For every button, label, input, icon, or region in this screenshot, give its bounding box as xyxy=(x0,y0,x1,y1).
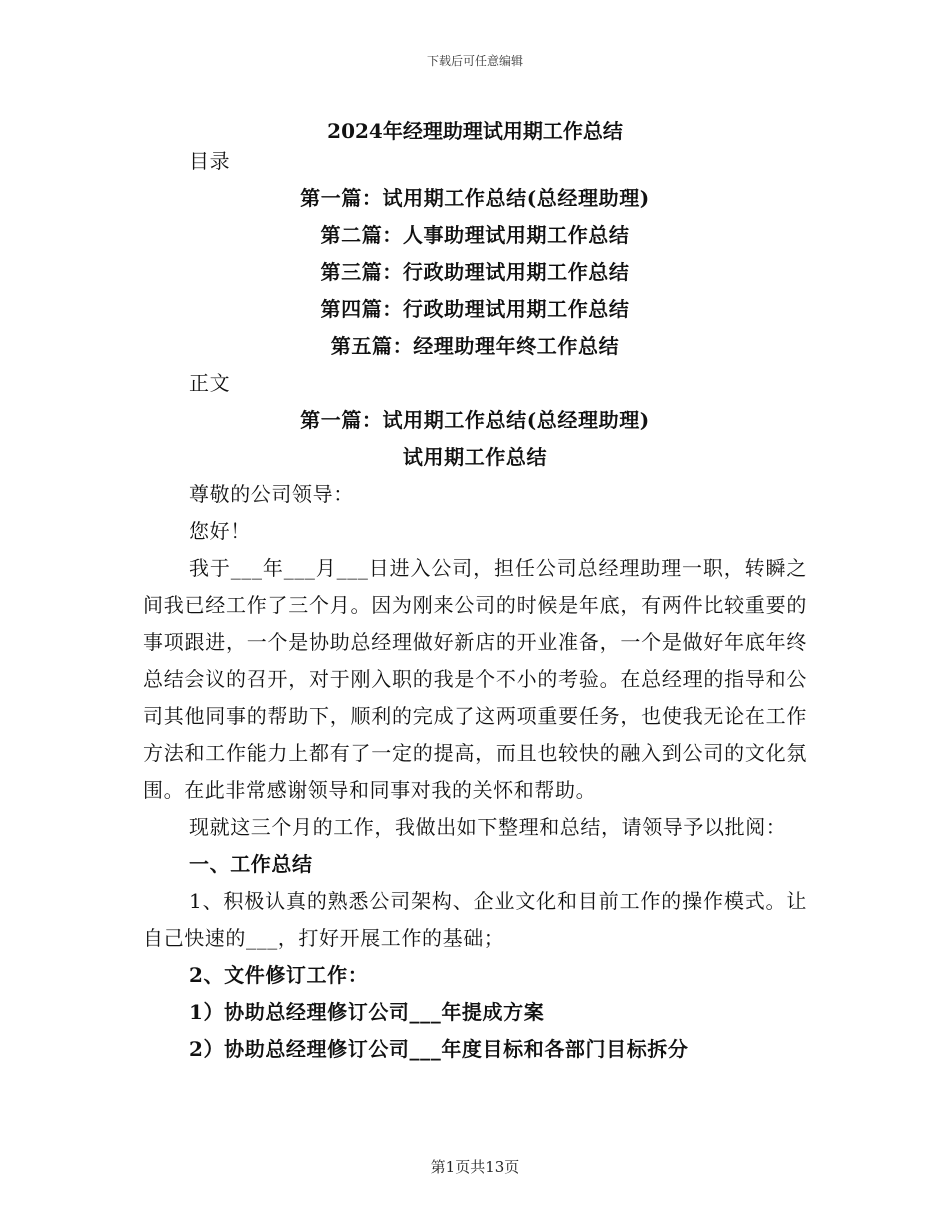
body-label: 正文 xyxy=(189,371,231,395)
chapter-title: 第一篇：试用期工作总结(总经理助理) xyxy=(300,408,650,432)
item-1: 1、积极认真的熟悉公司架构、企业文化和目前工作的操作模式。让自己快速的___，打好开展工作的基础； xyxy=(143,889,807,950)
paragraph-2: 现就这三个月的工作，我做出如下整理和总结，请领导予以批阅： xyxy=(189,815,787,839)
toc-item-3: 第三篇：行政助理试用期工作总结 xyxy=(320,260,630,284)
toc-item-1: 第一篇：试用期工作总结(总经理助理) xyxy=(300,186,650,210)
item-2-sub-1: 1）协助总经理修订公司___年提成方案 xyxy=(189,1000,545,1024)
item-2-sub-2: 2）协助总经理修订公司___年度目标和各部门目标拆分 xyxy=(189,1037,689,1061)
toc-item-4: 第四篇：行政助理试用期工作总结 xyxy=(320,297,630,321)
header-note: 下载后可任意编辑 xyxy=(426,54,523,68)
document-body xyxy=(143,143,807,1068)
section-1-heading: 一、工作总结 xyxy=(189,852,313,876)
page-footer: 第1页共13页 xyxy=(430,1158,520,1176)
salutation: 尊敬的公司领导： xyxy=(189,482,354,506)
item-2-heading: 2、文件修订工作： xyxy=(189,963,369,987)
toc-item-5: 第五篇：经理助理年终工作总结 xyxy=(330,334,620,358)
greeting: 您好！ xyxy=(189,519,251,543)
toc-item-2: 第二篇：人事助理试用期工作总结 xyxy=(320,223,630,247)
paragraph-1: 我于___年___月___日进入公司，担任公司总经理助理一职，转瞬之间我已经工作了三个月。因为刚来公司的时候是年底，有两件比较重要的事项跟进，一个是协助总经理做好新店的开业准备，一个是做好年底年终总结会议的召开，对于刚入职的我是个不小的考验。在总经理的指导和公司其他同事的帮助下，顺利的完成了这两项重要任务，也使我无论在工作方法和工作能力上都有了一定的提高，而且也较快的融入到公司的文化氛围。在此非常感谢领导和同事对我的关怀和帮助。 xyxy=(143,556,807,802)
chapter-subtitle: 试用期工作总结 xyxy=(402,445,548,469)
document-title: 2024年经理助理试用期工作总结 xyxy=(327,119,623,143)
toc-label: 目录 xyxy=(189,149,231,173)
